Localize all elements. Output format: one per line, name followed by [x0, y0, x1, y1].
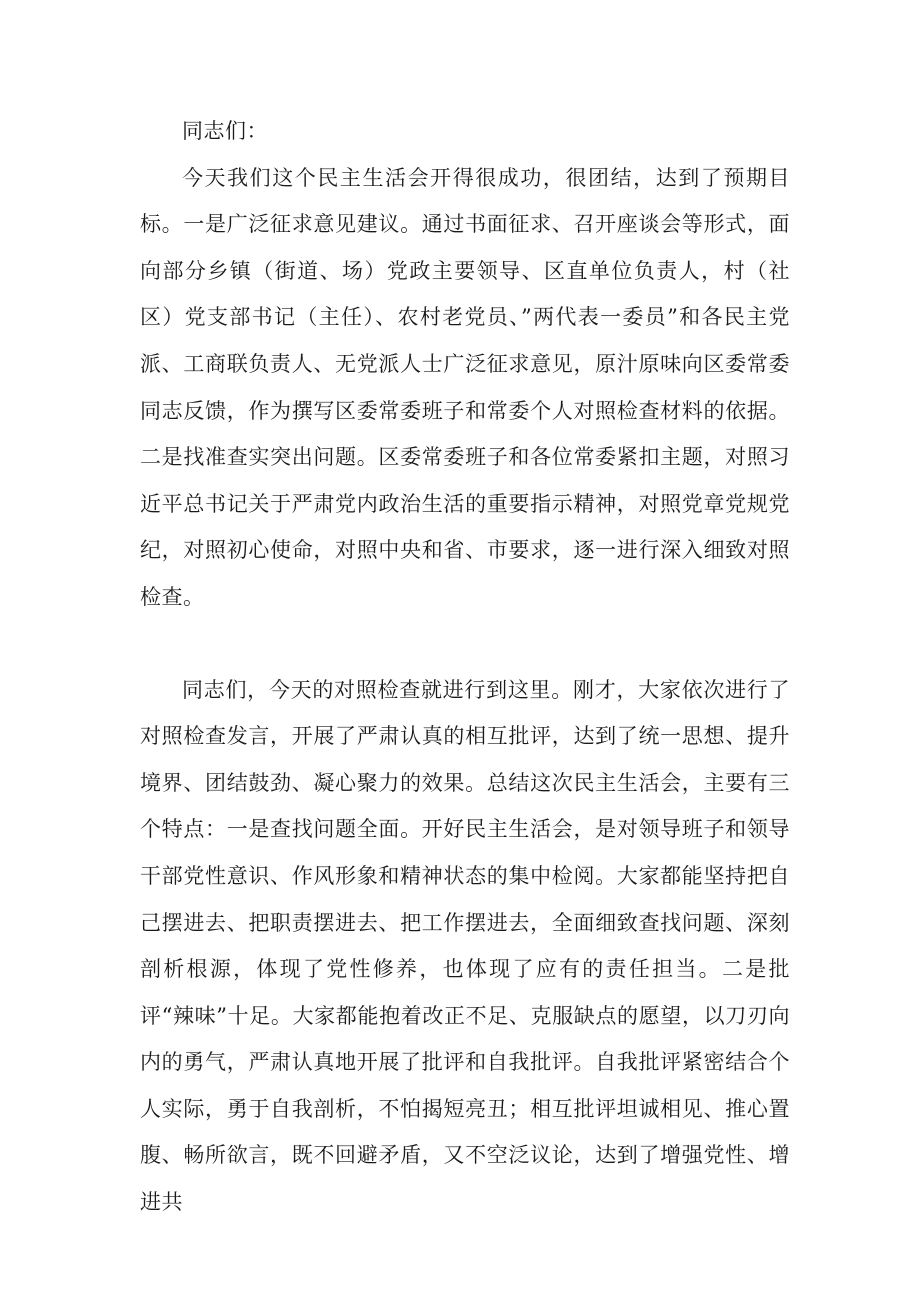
- document-page: [140, 108, 790, 1226]
- paragraph-1: 今天我们这个民主生活会开得很成功，很团结，达到了预期目标。一是广泛征求意见建议。通过书面征求、召开座谈会等形式，面向部分乡镇（街道、场）党政主要领导、区直单位负责人，村（社区）党支部书记（主任）、农村老党员、”两代表一委员”和各民主党派、工商联负责人、无党派人士广泛征求意见，原汁原味向区委常委同志反馈，作为撰写区委常委班子和常委个人对照检查材料的依据。二是找准查实突出问题。区委常委班子和各位常委紧扣主题，对照习近平总书记关于严肃党内政治生活的重要指示精神，对照党章党规党纪，对照初心使命，对照中央和省、市要求，逐一进行深入细致对照检查。: [140, 165, 790, 609]
- greeting: 同志们：: [182, 119, 268, 143]
- paragraph-gap: [140, 621, 790, 667]
- paragraph-2: 同志们，今天的对照检查就进行到这里。刚才，大家依次进行了对照检查发言，开展了严肃认真的相互批评，达到了统一思想、提升境界、团结鼓劲、凝心聚力的效果。总结这次民主生活会，主要有三个特点：一是查找问题全面。开好民主生活会，是对领导班子和领导干部党性意识、作风形象和精神状态的集中检阅。大家都能坚持把自己摆进去、把职责摆进去、把工作摆进去，全面细致查找问题、深刻剖析根源，体现了党性修养，也体现了应有的责任担当。二是批评“辣味”十足。大家都能抱着改正不足、克服缺点的愿望，以刀刃向内的勇气，严肃认真地开展了批评和自我批评。自我批评紧密结合个人实际，勇于自我剖析，不怕揭短亮丑；相互批评坦诚相见、推心置腹、畅所欲言，既不回避矛盾，又不空泛议论，达到了增强党性、增进共: [140, 677, 790, 1215]
